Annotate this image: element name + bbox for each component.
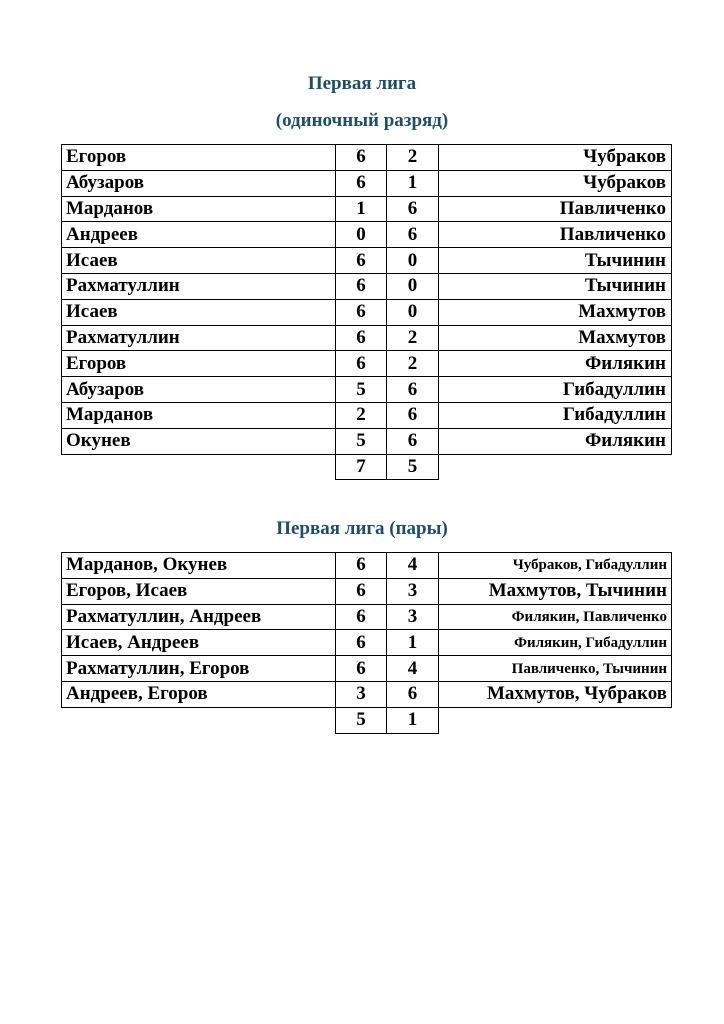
opponent-cell: Тычинин bbox=[439, 273, 672, 299]
score-cell: 4 bbox=[387, 656, 439, 682]
opponent-cell: Махмутов bbox=[439, 325, 672, 351]
table-row bbox=[62, 145, 672, 171]
singles-title: Первая лига bbox=[307, 73, 417, 94]
table-row bbox=[62, 630, 672, 656]
score-cell: 6 bbox=[336, 630, 387, 656]
empty-cell bbox=[439, 707, 672, 733]
player-cell: Исаев, Андреев bbox=[62, 630, 336, 656]
singles-table bbox=[61, 144, 672, 480]
opponent-cell: Тычинин bbox=[439, 248, 672, 274]
player-cell: Рахматуллин, Андреев bbox=[62, 604, 336, 630]
score-cell: 6 bbox=[336, 170, 387, 196]
score-cell: 2 bbox=[387, 145, 439, 171]
table-row bbox=[62, 428, 672, 454]
score-cell: 3 bbox=[387, 578, 439, 604]
player-cell: Егоров bbox=[62, 145, 336, 171]
player-cell: Исаев bbox=[62, 299, 336, 325]
player-cell: Андреев bbox=[62, 222, 336, 248]
opponent-cell: Павличенко, Тычинин bbox=[439, 656, 672, 682]
score-cell: 6 bbox=[336, 656, 387, 682]
player-cell: Абузаров bbox=[62, 170, 336, 196]
score-cell: 6 bbox=[336, 273, 387, 299]
score-cell: 6 bbox=[387, 681, 439, 707]
score-cell: 6 bbox=[336, 299, 387, 325]
player-cell: Марданов, Окунев bbox=[62, 553, 336, 579]
opponent-cell: Чубраков, Гибадуллин bbox=[439, 553, 672, 579]
opponent-cell: Чубраков bbox=[439, 170, 672, 196]
score-cell: 3 bbox=[336, 681, 387, 707]
pairs-title: Первая лига (пары) bbox=[276, 518, 448, 539]
score-cell: 6 bbox=[336, 325, 387, 351]
player-cell: Егоров, Исаев bbox=[62, 578, 336, 604]
table-row bbox=[62, 578, 672, 604]
score-cell: 6 bbox=[336, 553, 387, 579]
player-cell: Рахматуллин bbox=[62, 325, 336, 351]
total-row bbox=[62, 454, 672, 480]
score-cell: 6 bbox=[336, 145, 387, 171]
table-row bbox=[62, 553, 672, 579]
total-score-cell: 1 bbox=[387, 707, 439, 733]
score-cell: 6 bbox=[336, 604, 387, 630]
total-score-cell: 5 bbox=[336, 707, 387, 733]
score-cell: 0 bbox=[387, 273, 439, 299]
score-cell: 5 bbox=[336, 377, 387, 403]
opponent-cell: Павличенко bbox=[439, 222, 672, 248]
total-score-cell: 5 bbox=[387, 454, 439, 480]
pairs-table bbox=[61, 552, 672, 734]
opponent-cell: Махмутов bbox=[439, 299, 672, 325]
table-row bbox=[62, 377, 672, 403]
score-cell: 5 bbox=[336, 428, 387, 454]
score-cell: 1 bbox=[336, 196, 387, 222]
table-row bbox=[62, 681, 672, 707]
score-cell: 2 bbox=[336, 402, 387, 428]
player-cell: Марданов bbox=[62, 402, 336, 428]
score-cell: 4 bbox=[387, 553, 439, 579]
score-cell: 6 bbox=[336, 248, 387, 274]
opponent-cell: Гибадуллин bbox=[439, 402, 672, 428]
score-cell: 2 bbox=[387, 325, 439, 351]
table-row bbox=[62, 299, 672, 325]
player-cell: Исаев bbox=[62, 248, 336, 274]
player-cell: Андреев, Егоров bbox=[62, 681, 336, 707]
score-cell: 0 bbox=[336, 222, 387, 248]
score-cell: 6 bbox=[387, 377, 439, 403]
table-row bbox=[62, 196, 672, 222]
table-row bbox=[62, 222, 672, 248]
score-cell: 6 bbox=[387, 196, 439, 222]
score-cell: 6 bbox=[387, 402, 439, 428]
opponent-cell: Чубраков bbox=[439, 145, 672, 171]
opponent-cell: Махмутов, Чубраков bbox=[439, 681, 672, 707]
player-cell: Марданов bbox=[62, 196, 336, 222]
singles-subtitle: (одиночный разряд) bbox=[275, 110, 449, 131]
empty-cell bbox=[62, 707, 336, 733]
player-cell: Рахматуллин bbox=[62, 273, 336, 299]
player-cell: Егоров bbox=[62, 351, 336, 377]
score-cell: 1 bbox=[387, 630, 439, 656]
empty-cell bbox=[62, 454, 336, 480]
opponent-cell: Павличенко bbox=[439, 196, 672, 222]
table-row bbox=[62, 273, 672, 299]
score-cell: 6 bbox=[387, 222, 439, 248]
opponent-cell: Филякин bbox=[439, 351, 672, 377]
score-cell: 6 bbox=[336, 578, 387, 604]
score-cell: 2 bbox=[387, 351, 439, 377]
table-row bbox=[62, 170, 672, 196]
table-row bbox=[62, 325, 672, 351]
score-cell: 1 bbox=[387, 170, 439, 196]
total-score-cell: 7 bbox=[336, 454, 387, 480]
opponent-cell: Гибадуллин bbox=[439, 377, 672, 403]
opponent-cell: Филякин, Гибадуллин bbox=[439, 630, 672, 656]
table-row bbox=[62, 604, 672, 630]
total-row bbox=[62, 707, 672, 733]
table-row bbox=[62, 656, 672, 682]
opponent-cell: Филякин, Павличенко bbox=[439, 604, 672, 630]
score-cell: 3 bbox=[387, 604, 439, 630]
opponent-cell: Махмутов, Тычинин bbox=[439, 578, 672, 604]
player-cell: Абузаров bbox=[62, 377, 336, 403]
table-row bbox=[62, 402, 672, 428]
empty-cell bbox=[439, 454, 672, 480]
score-cell: 0 bbox=[387, 299, 439, 325]
opponent-cell: Филякин bbox=[439, 428, 672, 454]
player-cell: Окунев bbox=[62, 428, 336, 454]
table-row bbox=[62, 351, 672, 377]
score-cell: 6 bbox=[387, 428, 439, 454]
score-cell: 0 bbox=[387, 248, 439, 274]
table-row bbox=[62, 248, 672, 274]
player-cell: Рахматуллин, Егоров bbox=[62, 656, 336, 682]
score-cell: 6 bbox=[336, 351, 387, 377]
